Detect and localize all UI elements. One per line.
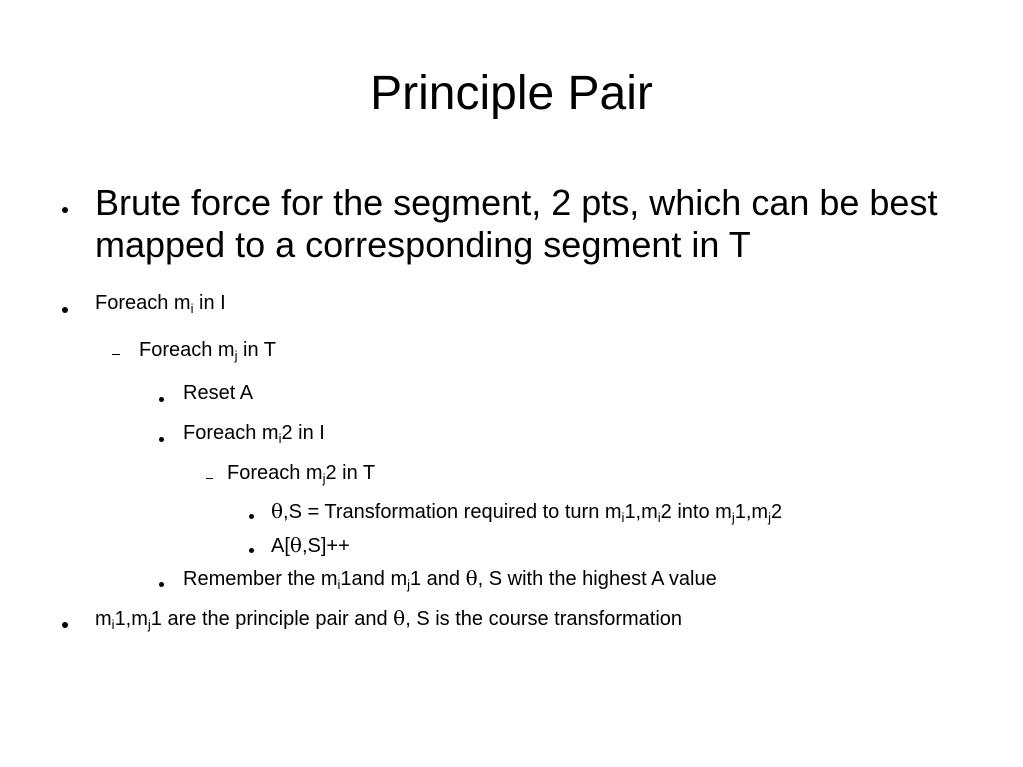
bullet-dash-icon [112,354,120,355]
bullet-dot-icon [159,582,164,587]
bullet-text-a-increment: A[θ,S]++ [271,533,350,557]
bullet-dash-icon [206,478,213,479]
bullet-text-transformation: θ,S = Transformation required to turn $m_i1,m_i2$ into $m_j1,m_j2$ [271,499,783,525]
bullet-text-brute-force: Brute force for the segment, 2 pts, which can be best mapped to a corresponding segment in T [95,182,938,265]
theta-symbol: θ [271,499,284,523]
theta-symbol: θ [289,533,302,557]
bullet-text-foreach-mj: Foreach $m_j$ in T [139,339,277,363]
slide-title: Principle Pair [370,67,653,120]
bullet-text-remember: Remember the $m_i1and$ $m_j1$ and θ, S with the highest A value [183,566,717,592]
bullet-text-foreach-mj2: Foreach $m_j2$ in T [227,462,376,486]
bullet-dot-icon [62,622,68,628]
bullet-dot-icon [159,397,164,402]
theta-symbol: θ [465,566,478,590]
theta-symbol: θ [393,606,406,630]
bullet-dot-icon [249,548,254,553]
bullet-text-reset-a: Reset A [183,382,254,404]
bullet-dot-icon [62,307,68,313]
bullet-text-principle-pair: $m_i1,m_j1$ are the principle pair and θ, S is the course transformation [95,606,683,632]
bullet-dot-icon [249,514,254,519]
bullet-text-foreach-mi2: Foreach $m_i2$ in I [183,422,325,446]
bullet-dot-icon [159,437,164,442]
bullet-text-foreach-mi: Foreach $m_i$ in I [95,292,226,316]
bullet-dot-icon [62,207,68,213]
